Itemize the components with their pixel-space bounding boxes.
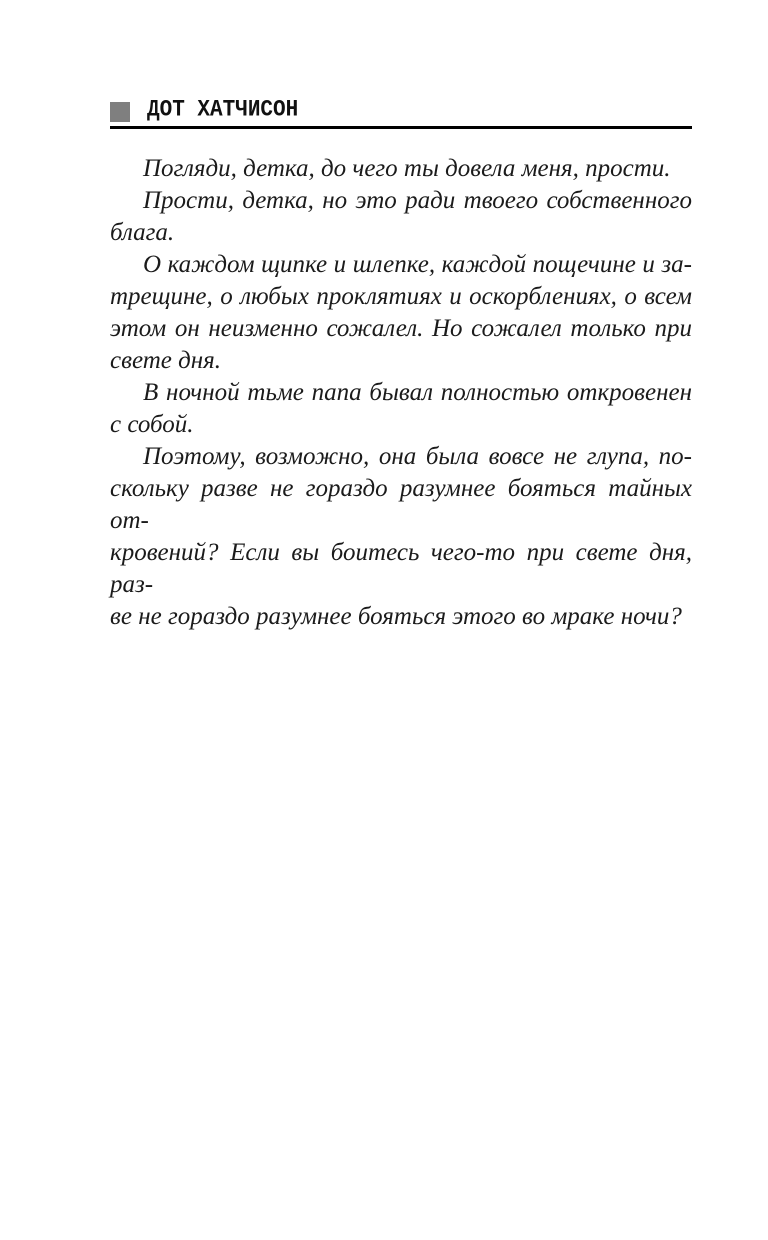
paragraph <box>110 377 692 441</box>
text-line: В ночной тьме папа бывал полностью откровенен <box>143 379 692 406</box>
author-name: ДОТ ХАТЧИСОН <box>147 98 299 123</box>
header-rule-divider <box>110 126 692 129</box>
text-line: с собой. <box>110 411 194 438</box>
running-header <box>110 100 692 123</box>
text-line: скольку разве не гораздо разумнее бояться тайных от- <box>110 475 692 534</box>
body-text <box>110 153 692 633</box>
text-line: Поэтому, возможно, она была вовсе не глупа, по- <box>143 443 692 470</box>
paragraph <box>110 185 692 249</box>
paragraph <box>110 153 692 185</box>
text-line: Прости, детка, но это ради твоего собственного <box>143 187 692 214</box>
text-line: этом он неизменно сожалел. Но сожалел только при <box>110 315 692 342</box>
page-content <box>110 100 692 633</box>
text-line: трещине, о любых проклятиях и оскорблениях, о всем <box>110 283 692 310</box>
text-line: свете дня. <box>110 347 222 374</box>
paragraph <box>110 249 692 377</box>
text-line: Погляди, детка, до чего ты довела меня, прости. <box>143 155 671 182</box>
text-line: блага. <box>110 219 175 246</box>
paragraph <box>110 441 692 633</box>
square-bullet-icon <box>110 102 130 122</box>
text-line: О каждом щипке и шлепке, каждой пощечине и за- <box>143 251 692 278</box>
text-line: ве не гораздо разумнее бояться этого во мраке ночи? <box>110 603 682 630</box>
text-line: кровений? Если вы боитесь чего-то при свете дня, раз- <box>110 539 692 598</box>
